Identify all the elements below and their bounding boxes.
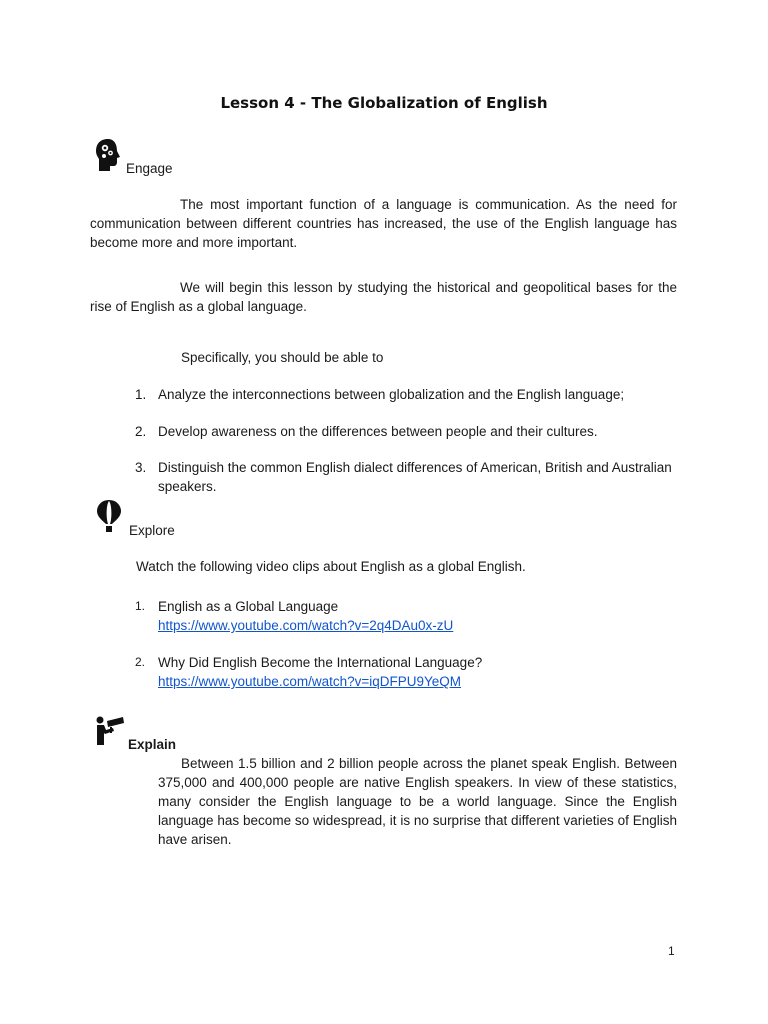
head-gears-icon <box>94 138 124 175</box>
objectives-list <box>135 385 680 496</box>
video-link[interactable]: https://www.youtube.com/watch?v=iqDFPU9YeQM <box>158 674 462 689</box>
page-title: Lesson 4 - The Globalization of English <box>220 94 548 112</box>
engage-paragraph-1: The most important function of a language is communication. As the need for communication between different countries has increased, the use of the English language has become more and more important. <box>90 197 677 250</box>
list-item: 1. English as a Global Language https://www.youtube.com/watch?v=2q4DAu0x-zU <box>135 597 680 635</box>
person-telescope-icon <box>95 716 125 749</box>
page-number: 1 <box>668 944 675 958</box>
explore-label: Explore <box>129 523 175 538</box>
list-item: 2. Why Did English Become the International Language? https://www.youtube.com/watch?v=iqDFPU9YeQM <box>135 653 680 691</box>
video-list <box>135 597 680 691</box>
explore-intro: Watch the following video clips about English as a global English. <box>136 559 526 574</box>
explain-label: Explain <box>128 737 177 752</box>
list-item: 2. Develop awareness on the differences between people and their cultures. <box>135 424 598 439</box>
engage-paragraph-2: We will begin this lesson by studying the historical and geopolitical bases for the rise of English as a global language. <box>90 280 677 314</box>
explain-paragraph: Between 1.5 billion and 2 billion people across the planet speak English. Between 375,000 and 400,000 people are native English speakers. In view of these statistics, many consider the English language to be a world language. Since the English language has become so widespread, it is no surprise that different varieties of English have arisen. <box>158 756 677 847</box>
objectives-intro: Specifically, you should be able to <box>181 350 384 365</box>
list-item: 3. Distinguish the common English dialect differences of American, British and Australian speakers. <box>135 460 672 494</box>
video-title: English as a Global Language <box>158 599 339 614</box>
video-link[interactable]: https://www.youtube.com/watch?v=2q4DAu0x-zU <box>158 618 454 633</box>
hot-air-balloon-icon <box>96 499 122 536</box>
engage-label: Engage <box>126 161 173 176</box>
video-title: Why Did English Become the International Language? <box>158 655 483 670</box>
list-item: 1. Analyze the interconnections between globalization and the English language; <box>135 387 625 402</box>
